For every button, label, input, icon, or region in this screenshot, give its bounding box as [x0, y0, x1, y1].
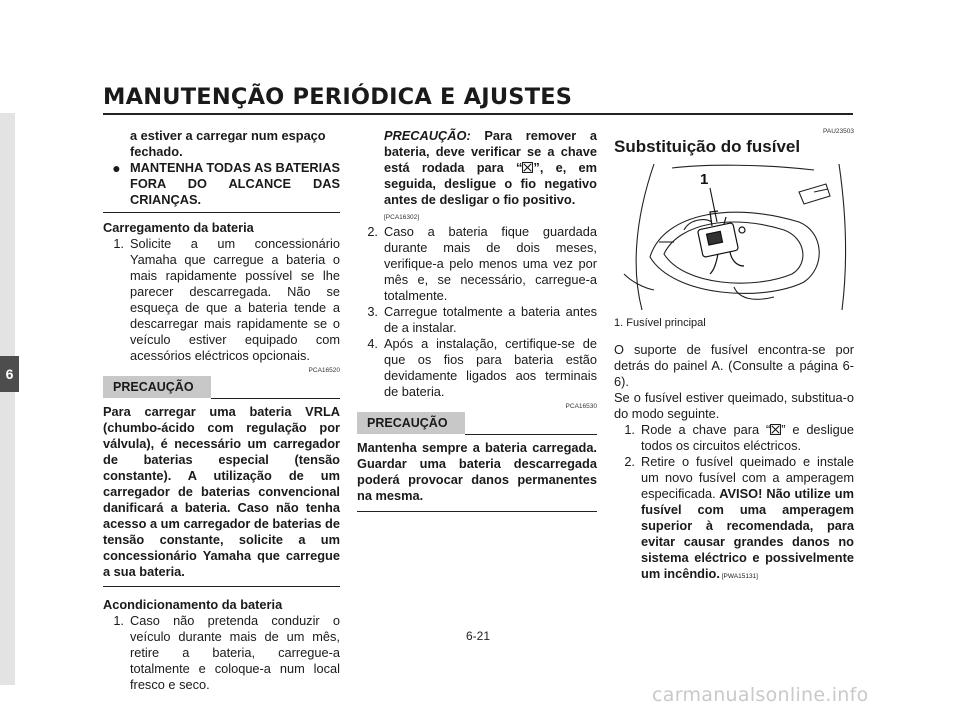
- section-code: PAU23503: [823, 128, 854, 135]
- caution-end-rule: [103, 586, 340, 587]
- fuse-warning-code: [PWA15131]: [719, 573, 758, 580]
- fuse-warning: AVISO! Não utilize um fusível com uma amperagem superior à recomendada, para evitar causar grandes danos no sistema eléctrico e possivelmente um incêndio.: [641, 486, 854, 581]
- section-title: Substituição do fusível: [614, 137, 801, 156]
- caution-code: PCA16520: [308, 367, 340, 374]
- warning-continuation: a estiver a carregar num espaço fechado.: [130, 128, 326, 159]
- page-number: 6-21: [466, 629, 491, 643]
- key-off-icon: [770, 424, 781, 435]
- storage-heading: Acondicionamento da bateria: [103, 597, 283, 612]
- caution2-label: PRECAUÇÃO: [357, 412, 465, 434]
- fuse-paragraph-2: Se o fusível estiver queimado, substitua-o do modo seguinte.: [614, 390, 854, 421]
- charging-heading: Carregamento da bateria: [103, 220, 254, 235]
- caution2-end-rule: [357, 511, 597, 512]
- caution-label: PRECAUÇÃO: [103, 376, 211, 398]
- column-right: [614, 128, 854, 585]
- fuse-paragraph-1: O suporte de fusível encontra-se por detrás do painel A. (Consulte a página 6-6).: [614, 342, 854, 389]
- figure-caption: 1. Fusível principal: [614, 317, 706, 329]
- warning-bullet: ● MANTENHA TODAS AS BATERIAS FORA DO ALCANCE DAS CRIANÇAS.: [103, 160, 340, 208]
- warning-end-rule: [103, 212, 340, 213]
- storage-step-3: 3. Carregue totalmente a bateria antes de a instalar.: [367, 304, 597, 335]
- watermark: carmanualsonline.info: [652, 684, 869, 706]
- fuse-illustration: [614, 162, 854, 312]
- fuse-step-2: 2. Retire o fusível queimado e instale um novo fusível com a amperagem especificada. AVISO! Não utilize um fusível com uma amperagem superior à recomendada, para evitar causar grandes danos no sistema eléctrico e possivelmente um incêndio. [PWA15131]: [624, 454, 854, 581]
- column-middle: [357, 128, 597, 512]
- page-title: MANUTENÇÃO PERIÓDICA E AJUSTES: [103, 84, 573, 110]
- storage-step-1: 1. Caso não pretenda conduzir o veículo durante mais de um mês, retire a bateria, carregue-a totalmente e coloque-a num local fresco e seco.: [113, 613, 340, 692]
- charging-step-1: 1. Solicite a um concessionário Yamaha que carregue a bateria o mais rapidamente possível se lhe parecer descarregada. Não se esqueça de que a bateria tende a descarregar mais rapidamente se o veículo estiver equipado com acessórios eléctricos opcionais.: [113, 236, 340, 363]
- caution2-code: PCA16530: [565, 403, 597, 410]
- caution-text: Para carregar uma bateria VRLA (chumbo-ácido com regulação por válvula), é necessário um carregador de baterias especial (tensão constante). A utilização de um carregador de baterias convencional danificará a bateria. Caso não tenha acesso a um carregador de baterias de tensão constante, solicite a um concessionário Yamaha que carregue a sua bateria.: [103, 404, 340, 579]
- key-off-icon: [522, 162, 533, 173]
- fuse-holder-drawing: [614, 162, 854, 312]
- caution2-text: Mantenha sempre a bateria carregada. Guardar uma bateria descarregada poderá provocar danos permanentes na mesma.: [357, 440, 597, 503]
- callout-1: 1: [700, 171, 709, 188]
- caution-header: [103, 376, 340, 400]
- chapter-tab: 6: [0, 356, 19, 392]
- title-rule: [103, 113, 853, 115]
- fuse-step-1: 1. Rode a chave para “ ” e desligue todos os circuitos eléctricos.: [624, 422, 854, 453]
- chapter-bar: [0, 113, 15, 685]
- bullet-dot: ●: [112, 160, 121, 176]
- inline-caution-code: [PCA16302]: [384, 214, 420, 221]
- caution2-header: [357, 412, 597, 436]
- storage-step-4: 4. Após a instalação, certifique-se de que os fios para bateria estão devidamente ligados aos terminais de bateria.: [367, 336, 597, 399]
- column-left: [103, 128, 340, 693]
- storage-step-2: 2. Caso a bateria fique guardada durante mais de dois meses, verifique-a pelo menos uma vez por mês e, se necessário, carregue-a totalmente.: [367, 224, 597, 303]
- inline-caution: PRECAUÇÃO: Para remover a bateria, deve verificar se a chave está rodada para “ ”, e, em seguida, desligue o fio negativo antes de desligar o fio positivo.: [384, 128, 598, 207]
